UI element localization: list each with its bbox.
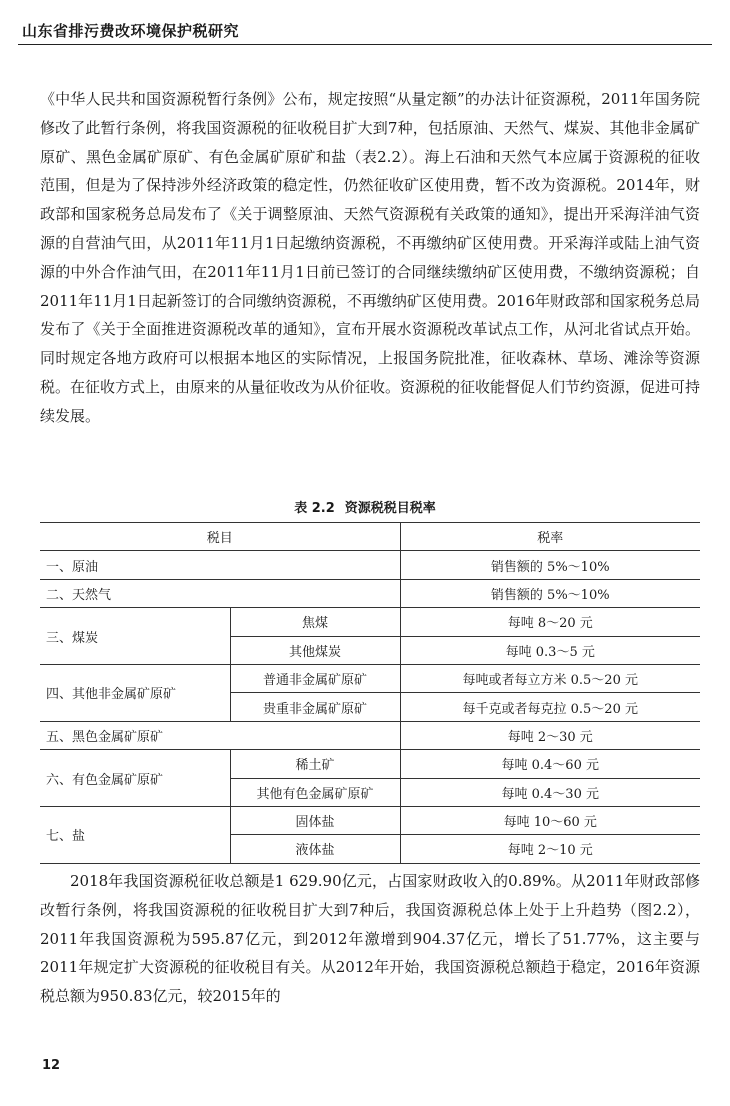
tax-category: 七、盐 xyxy=(40,806,230,863)
table-row xyxy=(40,608,700,636)
tax-rate: 每吨 0.4～60 元 xyxy=(400,750,700,778)
tax-rate: 每吨或者每立方米 0.5～20 元 xyxy=(400,664,700,692)
table-row xyxy=(40,551,700,579)
tax-subitem: 普通非金属矿原矿 xyxy=(230,664,400,692)
table-row xyxy=(40,750,700,778)
header-tax-rate: 税率 xyxy=(400,523,700,551)
tax-category: 二、天然气 xyxy=(40,579,400,607)
tax-rate: 每吨 2～10 元 xyxy=(400,835,700,863)
tax-subitem: 其他有色金属矿原矿 xyxy=(230,778,400,806)
body-paragraph-2: 2018年我国资源税征收总额是1 629.90亿元，占国家财政收入的0.89%。从2011年财政部修改暂行条例，将我国资源税的征收税目扩大到7种后，我国资源税总体上处于上升趋势（图2.2），2011年我国资源税为595.87亿元，到2012年激增到904.37亿元，增长了51.77%，这主要与2011年规定扩大资源税的征收税目有关。从2012年开始，我国资源税总额趋于稳定，2016年资源税总额为950.83亿元，较2015年的 xyxy=(40,872,700,1006)
table-caption xyxy=(0,497,730,516)
tax-category: 六、有色金属矿原矿 xyxy=(40,750,230,807)
table-header-row xyxy=(40,523,700,551)
tax-subitem: 稀土矿 xyxy=(230,750,400,778)
table-row xyxy=(40,721,700,749)
tax-rate: 销售额的 5%～10% xyxy=(400,579,700,607)
tax-rate: 销售额的 5%～10% xyxy=(400,551,700,579)
tax-rate: 每吨 2～30 元 xyxy=(400,721,700,749)
tax-rate: 每吨 0.3～5 元 xyxy=(400,636,700,664)
tax-subitem: 贵重非金属矿原矿 xyxy=(230,693,400,721)
tax-category: 三、煤炭 xyxy=(40,608,230,665)
tax-rate: 每吨 10～60 元 xyxy=(400,806,700,834)
body-paragraph-1: 《中华人民共和国资源税暂行条例》公布，规定按照“从量定额”的办法计征资源税，2011年国务院修改了此暂行条例，将我国资源税的征收税目扩大到7种，包括原油、天然气、煤炭、其他非金属矿原矿、黑色金属矿原矿、有色金属矿原矿和盐（表2.2）。海上石油和天然气本应属于资源税的征收范围，但是为了保持涉外经济政策的稳定性，仍然征收矿区使用费，暂不改为资源税。2014年，财政部和国家税务总局发布了《关于调整原油、天然气资源税有关政策的通知》，提出开采海洋油气资源的自营油气田，从2011年11月1日起缴纳资源税，不再缴纳矿区使用费。开采海洋或陆上油气资源的中外合作油气田，在2011年11月1日前已签订的合同继续缴纳矿区使用费，不缴纳资源税；自2011年11月1日起新签订的合同缴纳资源税，不再缴纳矿区使用费。2016年财政部和国家税务总局发布了《关于全面推进资源税改革的通知》，宣布开展水资源税改革试点工作，从河北省试点开始。同时规定各地方政府可以根据本地区的实际情况，上报国务院批准，征收森林、草场、滩涂等资源税。在征收方式上，由原来的从量征收改为从价征收。资源税的征收能督促人们节约资源，促进可持续发展。 xyxy=(40,90,701,425)
tax-category: 四、其他非金属矿原矿 xyxy=(40,664,230,721)
tax-subitem: 液体盐 xyxy=(230,835,400,863)
tax-rate: 每吨 8～20 元 xyxy=(400,608,700,636)
page-number: 12 xyxy=(42,1058,61,1073)
tax-subitem: 其他煤炭 xyxy=(230,636,400,664)
table-caption-number: 表 2.2 xyxy=(294,501,335,516)
tax-subitem: 焦煤 xyxy=(230,608,400,636)
table-caption-title: 资源税税目税率 xyxy=(344,501,436,516)
resource-tax-table xyxy=(40,522,700,864)
tax-rate: 每吨 0.4～30 元 xyxy=(400,778,700,806)
tax-category: 一、原油 xyxy=(40,551,400,579)
tax-category: 五、黑色金属矿原矿 xyxy=(40,721,400,749)
header-tax-item: 税目 xyxy=(40,523,400,551)
running-head-title: 山东省排污费改环境保护税研究 xyxy=(22,22,240,40)
table-row xyxy=(40,664,700,692)
table-row xyxy=(40,806,700,834)
tax-rate: 每千克或者每克拉 0.5～20 元 xyxy=(400,693,700,721)
tax-subitem: 固体盐 xyxy=(230,806,400,834)
table-row xyxy=(40,579,700,607)
header-rule xyxy=(18,44,712,45)
